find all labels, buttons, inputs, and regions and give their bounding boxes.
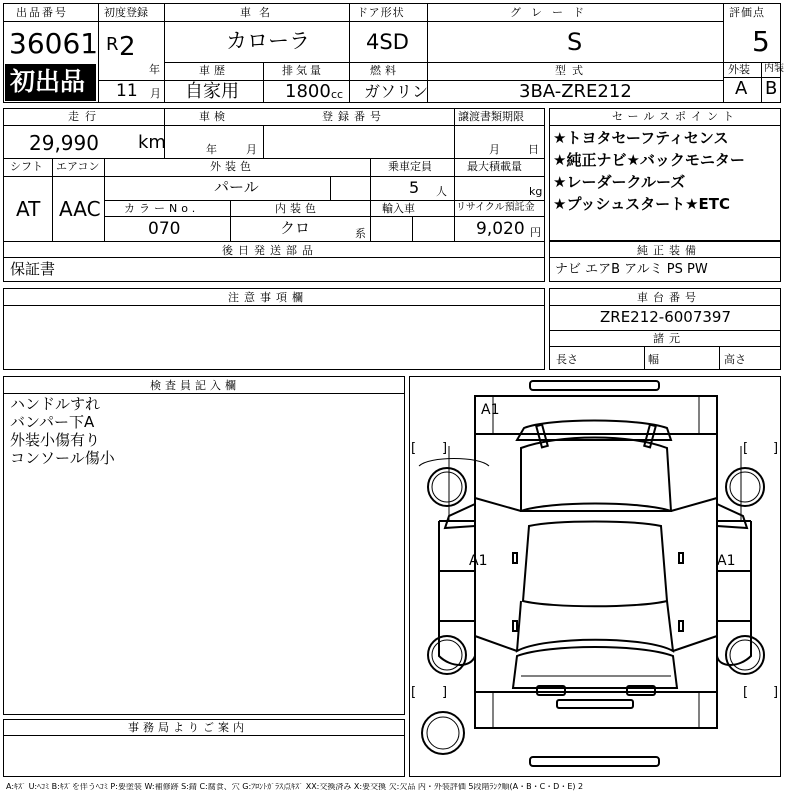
inspector-line: バンパー下A xyxy=(10,413,95,431)
shift-label: シフト xyxy=(10,160,43,173)
door-value: 4SD xyxy=(366,30,409,54)
aircon-value: AAC xyxy=(59,197,101,221)
score-value: 5 xyxy=(752,25,770,58)
color-no-value: 070 xyxy=(148,219,181,239)
displacement-unit: cc xyxy=(331,88,344,101)
int-score-value: B xyxy=(765,78,778,99)
transfer-label: 譲渡書類期限 xyxy=(458,110,524,123)
chassis-value: ZRE212-6007397 xyxy=(600,308,732,326)
exterior-label: 外装色 xyxy=(210,160,255,173)
car-name-label: 車名 xyxy=(240,6,278,19)
later-parts-value: 保証書 xyxy=(10,260,56,278)
interior-unit: 系 xyxy=(355,227,366,240)
first-reg-month: 11 xyxy=(116,81,138,101)
chassis-label: 車台番号 xyxy=(637,291,701,304)
import-label: 輸入車 xyxy=(382,202,415,215)
first-reg-month-unit: 月 xyxy=(150,87,161,100)
office-label: 事務局よりご案内 xyxy=(128,721,248,734)
capacity-label: 乗車定員 xyxy=(388,160,432,173)
sales-point-line: ★プッシュスタート★ETC xyxy=(553,195,731,213)
damage-mark-front: A1 xyxy=(481,402,500,418)
recycle-unit: 円 xyxy=(530,226,541,239)
inspector-label: 検査員記入欄 xyxy=(150,379,240,392)
shift-value: AT xyxy=(16,197,41,221)
width-label: 幅 xyxy=(648,353,659,366)
exterior-value: パール xyxy=(214,178,259,196)
inspection-label: 車検 xyxy=(199,110,229,123)
max-load-unit: kg xyxy=(529,185,543,198)
history-value: 自家用 xyxy=(185,81,239,102)
int-score-label: 内装 xyxy=(764,63,784,74)
ext-score-label: 外装 xyxy=(728,63,750,76)
svg-text:[: [ xyxy=(411,441,417,456)
first-reg-year: 2 xyxy=(119,32,136,62)
mileage-label: 走行 xyxy=(68,110,102,123)
notes-label: 注意事項欄 xyxy=(228,291,308,304)
ext-score-value: A xyxy=(735,78,748,99)
grade-label: グレード xyxy=(510,6,594,19)
sales-point-line: ★レーダークルーズ xyxy=(553,173,686,191)
model-label: 型式 xyxy=(555,64,589,77)
capacity-value: 5 xyxy=(409,178,420,197)
recycle-value: 9,020 xyxy=(476,219,525,239)
history-label: 車歴 xyxy=(199,64,229,77)
first-reg-label: 初度登録 xyxy=(104,6,148,19)
lot-label: 出品番号 xyxy=(16,6,68,19)
svg-text:]: ] xyxy=(773,685,779,700)
svg-text:[: [ xyxy=(743,685,749,700)
interior-value: クロ xyxy=(280,219,311,237)
svg-text:]: ] xyxy=(442,685,448,700)
fuel-value: ガソリン xyxy=(364,82,429,101)
displacement-value: 1800 xyxy=(285,81,331,102)
registration-label: 登録番号 xyxy=(322,110,386,123)
sales-points-label: セールスポイント xyxy=(612,110,740,123)
mileage-value: 29,990 xyxy=(29,131,99,155)
inspector-line: 外装小傷有り xyxy=(10,431,101,449)
grade-value: S xyxy=(567,28,583,56)
fuel-label: 燃料 xyxy=(370,64,400,77)
svg-text:]: ] xyxy=(442,441,448,456)
length-label: 長さ xyxy=(556,353,578,366)
displacement-label: 排気量 xyxy=(282,64,324,77)
recycle-label: リサイクル預託金 xyxy=(456,202,535,213)
door-label: ドア形状 xyxy=(357,6,405,19)
max-load-label: 最大積載量 xyxy=(467,160,522,173)
inspection-year-unit: 年 xyxy=(206,143,217,156)
lot-number: 36061 xyxy=(9,27,99,60)
interior-label: 内装色 xyxy=(275,202,320,215)
height-label: 高さ xyxy=(724,353,746,366)
aircon-label: エアコン xyxy=(56,160,100,173)
inspection-month-unit: 月 xyxy=(246,143,257,156)
capacity-unit: 人 xyxy=(436,185,447,198)
sales-point-line: ★トヨタセーフティセンス xyxy=(553,129,729,147)
car-damage-diagram xyxy=(409,376,781,777)
transfer-month-unit: 月 xyxy=(489,143,500,156)
transfer-day-unit: 日 xyxy=(528,143,539,156)
later-parts-label: 後日発送部品 xyxy=(222,244,318,257)
first-reg-era: R xyxy=(106,34,119,55)
dimensions-label: 諸元 xyxy=(653,332,685,345)
car-name-value: カローラ xyxy=(226,29,310,53)
svg-text:[: [ xyxy=(743,441,749,456)
inspector-line: ハンドルすれ xyxy=(10,395,101,413)
svg-text:]: ] xyxy=(773,441,779,456)
sales-point-line: ★純正ナビ★バックモニター xyxy=(553,151,745,169)
inspector-line: コンソール傷小 xyxy=(10,449,115,467)
vehicle-info-block xyxy=(3,108,545,242)
damage-mark-right-door: A1 xyxy=(717,553,736,569)
equipment-value: ナビ エアB アルミ PS PW xyxy=(555,262,708,277)
mileage-unit: km xyxy=(138,132,166,153)
svg-text:[: [ xyxy=(411,685,417,700)
score-label: 評価点 xyxy=(729,6,765,19)
legend: A:ｷｽﾞ U:ﾍｺﾐ B:ｷｽﾞを伴うﾍｺﾐ P:要塗装 W:補修跡 S:錆 C:腐食、穴 G:ﾌﾛﾝﾄｶﾞﾗｽ点ｷｽﾞ XX:交換済み X:要交換 欠:欠品 内・外装評価 5段階ﾗﾝｸ順(A・B・C・D・E) 2 xyxy=(6,783,584,791)
model-value: 3BA-ZRE212 xyxy=(519,81,632,102)
damage-mark-left-door: A1 xyxy=(469,553,488,569)
first-reg-year-unit: 年 xyxy=(149,63,160,76)
equipment-label: 純正装備 xyxy=(637,244,701,257)
color-no-label: カラーNo. xyxy=(124,202,200,215)
first-listing-badge-text: 初出品 xyxy=(10,67,86,96)
